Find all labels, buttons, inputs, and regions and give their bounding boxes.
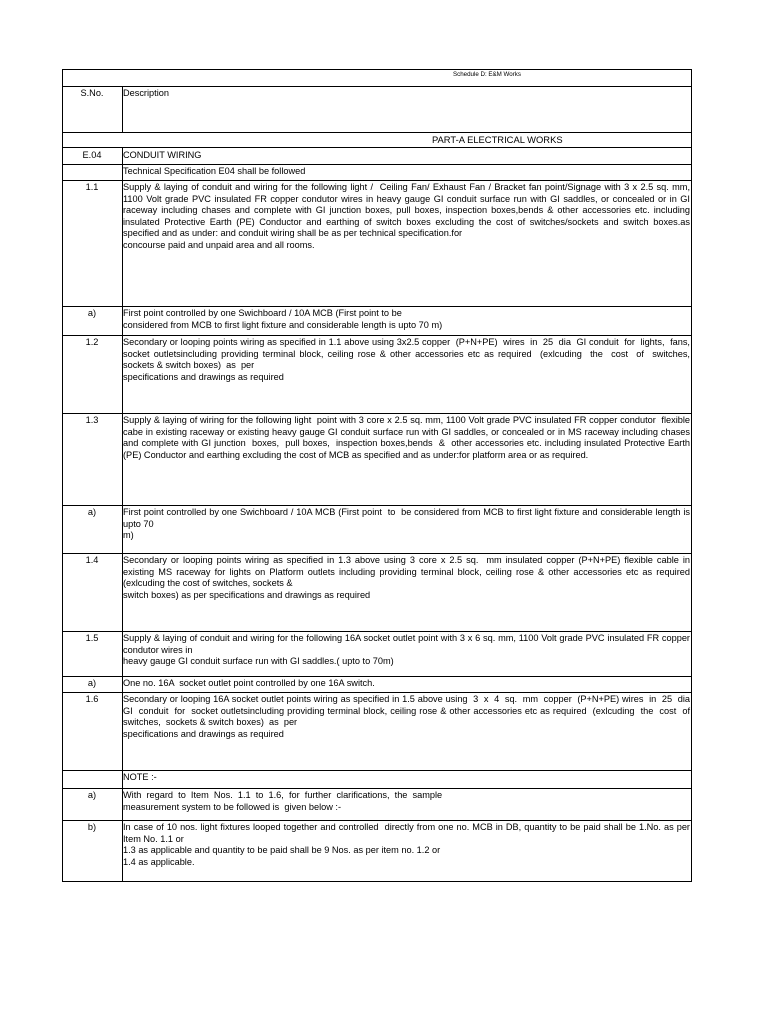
row-sno: 1.3 <box>85 415 99 425</box>
row-sno: a) <box>87 790 97 800</box>
row-sno: 1.2 <box>85 337 99 347</box>
row-description: Technical Specification E04 shall be followed <box>123 166 306 176</box>
row-description: Supply & laying of conduit and wiring for the following 16A socket outlet point with 3 x 6 sq. mm, 1100 Volt grade PVC insulated FR copper condutor wires in heavy gauge GI conduit surface run with GI saddles.( upto to 70m) <box>123 633 690 667</box>
row-sno: 1.5 <box>85 633 99 643</box>
row-description: First point controlled by one Swichboard / 10A MCB (First point to be considered from MCB to first light fixture and considerable length is upto 70 m) <box>123 507 690 541</box>
header-description: Description <box>123 88 169 98</box>
row-sno: 1.6 <box>85 694 99 704</box>
row-description: With regard to Item Nos. 1.1 to 1.6, for further clarifications, the sample measurement system to be followed is given below :- <box>123 790 443 812</box>
row-description: CONDUIT WIRING <box>123 150 202 160</box>
row-sno: a) <box>87 308 97 318</box>
row-sno: 1.1 <box>85 182 99 192</box>
row-sno: b) <box>87 822 97 832</box>
row-description: Secondary or looping points wiring as specified in 1.1 above using 3x2.5 copper (P+N+PE) wires in 25 dia GI conduit for lights, fans, socket outletsincluding providing terminal block, ceiling rose & other accessories etc as required (exlcuding the cost of switches, sockets & switch boxes) as per specifications and drawings as required <box>123 337 690 382</box>
row-description: One no. 16A socket outlet point controlled by one 16A switch. <box>123 678 375 688</box>
row-sno: a) <box>87 678 97 688</box>
row-description: Secondary or looping points wiring as specified in 1.3 above using 3 core x 2.5 sq. mm insulated copper (P+N+PE) flexible cable in existing MS raceway for lights on Platform outlets including providing terminal block, ceiling rose & other accessories etc as required (exlcuding the cost of switches, sockets & switch boxes) as per specifications and drawings as required <box>123 555 690 600</box>
row-description: Supply & laying of conduit and wiring for the following light / Ceiling Fan/ Exhaust Fan / Bracket fan point/Signage with 3 x 2.5 sq. mm, 1100 Volt grade PVC insulated FR copper condutor wires in heavy gauge GI conduit surface run with GI saddles, or concealed or in GI raceway including chases and complete with GI junction boxes, pull boxes, inspection boxes,bends & other accessories etc. including insulated Protective Earth (PE) Conductor and earthing of switch boxes excluding the cost of switches/sockets and switch boxes.as specified and as under: and conduit wiring shall be as per technical specification.for concourse paid and unpaid area and all rooms. <box>123 182 690 250</box>
row-description: In case of 10 nos. light fixtures looped together and controlled directly from one no. MCB in DB, quantity to be paid shall be 1.No. as per Item No. 1.1 or 1.3 as applicable and quantity to be paid shall be 9 Nos. as per item no. 1.2 or 1.4 as applicable. <box>123 822 690 867</box>
row-sno: E.04 <box>82 150 102 160</box>
header-sno: S.No. <box>80 88 104 98</box>
row-description: NOTE :- <box>123 772 157 782</box>
row-sno: 1.4 <box>85 555 99 565</box>
row-description: First point controlled by one Swichboard / 10A MCB (First point to be considered from MCB to first light fixture and considerable length is upto 70 m) <box>123 308 443 330</box>
part-title: PART-A ELECTRICAL WORKS <box>432 134 563 145</box>
row-sno: a) <box>87 507 97 517</box>
schedule-label: Schedule D: E&M Works <box>453 71 521 78</box>
row-description: Supply & laying of wiring for the following light point with 3 core x 2.5 sq. mm, 1100 Volt grade PVC insulated FR copper condutor flexible cabe in existing raceway or existing heavy gauge GI conduit surface run with GI saddles, or concealed or in MS raceway including chases and complete with GI junction boxes, pull boxes, inspection boxes,bends & other accessories etc. including insulated Protective Earth (PE) Conductor and earthing excluding the cost of MCB as specified and as under:for platform area or as required. <box>123 415 693 460</box>
row-description: Secondary or looping 16A socket outlet points wiring as specified in 1.5 above using 3 x 4 sq. mm copper (P+N+PE) wires in 25 dia GI conduit for socket outletsincluding providing terminal block, ceiling rose & other accessories etc as required (exlcuding the cost of switches, sockets & switch boxes) as per specifications and drawings as required <box>123 694 690 739</box>
schedule-table <box>62 69 692 882</box>
